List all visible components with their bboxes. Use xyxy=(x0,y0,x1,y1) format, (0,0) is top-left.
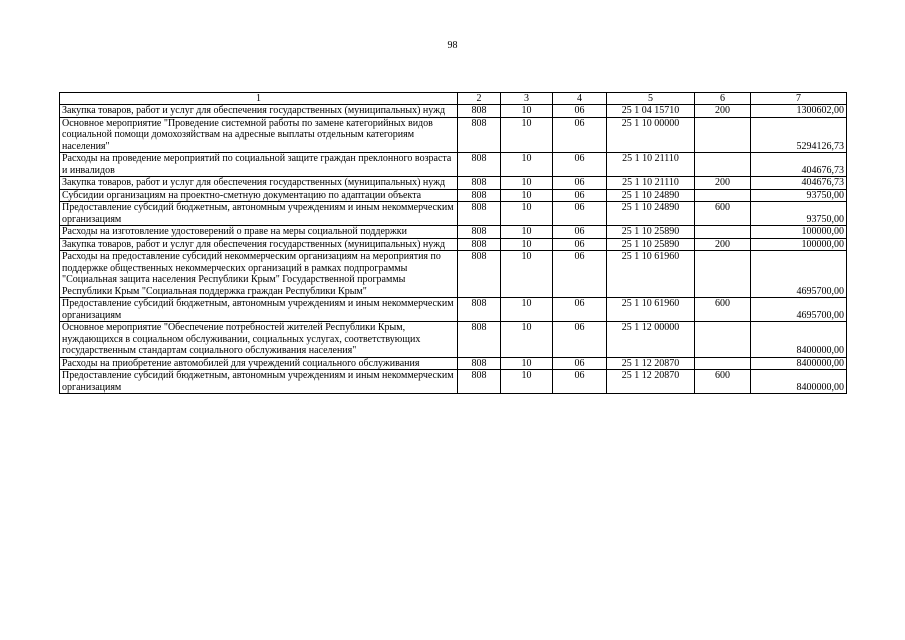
cell-col6: 200 xyxy=(695,177,751,190)
cell-col3: 10 xyxy=(501,298,553,322)
row-name: Субсидии организациям на проектно-сметную документацию по адаптации объекта xyxy=(60,189,458,202)
cell-col6 xyxy=(695,251,751,298)
table-row xyxy=(60,189,847,202)
cell-col5: 25 1 10 25890 xyxy=(607,226,695,239)
row-name: Расходы на предоставление субсидий некоммерческим организациям на мероприятия по поддержке общественных некоммерческих организаций в рамках подпрограммы "Социальная защита населения Республики Крым" Государственной программы Республики Крым "Социальная поддержка граждан Республики Крым" xyxy=(60,251,458,298)
cell-col5: 25 1 12 20870 xyxy=(607,370,695,394)
row-name: Предоставление субсидий бюджетным, автономным учреждениям и иным некоммерческим организациям xyxy=(60,298,458,322)
row-name: Предоставление субсидий бюджетным, автономным учреждениям и иным некоммерческим организациям xyxy=(60,202,458,226)
table-row xyxy=(60,238,847,251)
cell-col3: 10 xyxy=(501,238,553,251)
cell-col3: 10 xyxy=(501,177,553,190)
cell-amount: 100000,00 xyxy=(751,226,847,239)
cell-col6 xyxy=(695,322,751,358)
row-name: Основное мероприятие "Проведение системной работы по замене категорийных видов социальной помощи домохозяйствам на адресные выплаты отдельным категориям населения" xyxy=(60,117,458,153)
budget-table xyxy=(59,92,847,394)
cell-amount: 1300602,00 xyxy=(751,105,847,118)
table-row xyxy=(60,177,847,190)
cell-amount: 8400000,00 xyxy=(751,370,847,394)
cell-col5: 25 1 10 21110 xyxy=(607,177,695,190)
cell-amount: 4695700,00 xyxy=(751,251,847,298)
cell-col4: 06 xyxy=(553,251,607,298)
cell-col3: 10 xyxy=(501,357,553,370)
cell-col2: 808 xyxy=(458,105,501,118)
cell-amount: 93750,00 xyxy=(751,202,847,226)
row-name: Закупка товаров, работ и услуг для обеспечения государственных (муниципальных) нужд xyxy=(60,238,458,251)
cell-amount: 404676,73 xyxy=(751,177,847,190)
cell-col2: 808 xyxy=(458,202,501,226)
table-row xyxy=(60,153,847,177)
cell-amount: 5294126,73 xyxy=(751,117,847,153)
cell-col4: 06 xyxy=(553,105,607,118)
table-row xyxy=(60,370,847,394)
cell-col5: 25 1 10 24890 xyxy=(607,189,695,202)
cell-col2: 808 xyxy=(458,238,501,251)
table-row xyxy=(60,251,847,298)
cell-col6: 200 xyxy=(695,238,751,251)
column-header: 3 xyxy=(501,93,553,105)
column-header: 1 xyxy=(60,93,458,105)
cell-col3: 10 xyxy=(501,189,553,202)
table-row xyxy=(60,226,847,239)
cell-amount: 8400000,00 xyxy=(751,357,847,370)
cell-col2: 808 xyxy=(458,153,501,177)
cell-col6 xyxy=(695,117,751,153)
cell-col2: 808 xyxy=(458,322,501,358)
cell-col5: 25 1 12 00000 xyxy=(607,322,695,358)
row-name: Расходы на изготовление удостоверений о праве на меры социальной поддержки xyxy=(60,226,458,239)
cell-col6 xyxy=(695,357,751,370)
cell-col3: 10 xyxy=(501,226,553,239)
cell-col4: 06 xyxy=(553,202,607,226)
column-header: 6 xyxy=(695,93,751,105)
cell-amount: 4695700,00 xyxy=(751,298,847,322)
cell-amount: 100000,00 xyxy=(751,238,847,251)
cell-col5: 25 1 10 61960 xyxy=(607,298,695,322)
cell-col2: 808 xyxy=(458,357,501,370)
column-header: 2 xyxy=(458,93,501,105)
cell-col5: 25 1 10 61960 xyxy=(607,251,695,298)
cell-col6: 600 xyxy=(695,370,751,394)
cell-col6 xyxy=(695,226,751,239)
cell-col3: 10 xyxy=(501,370,553,394)
table-row xyxy=(60,298,847,322)
cell-col5: 25 1 10 25890 xyxy=(607,238,695,251)
cell-amount: 8400000,00 xyxy=(751,322,847,358)
cell-col4: 06 xyxy=(553,238,607,251)
cell-col3: 10 xyxy=(501,153,553,177)
cell-col6: 600 xyxy=(695,298,751,322)
table-row xyxy=(60,202,847,226)
row-name: Расходы на проведение мероприятий по социальной защите граждан преклонного возраста и инвалидов xyxy=(60,153,458,177)
header-row xyxy=(60,93,847,105)
column-header: 5 xyxy=(607,93,695,105)
row-name: Основное мероприятие "Обеспечение потребностей жителей Республики Крым, нуждающихся в социальном обслуживании, социальных услугах, соответствующих государственным стандартам социального обслуживания населения" xyxy=(60,322,458,358)
row-name: Закупка товаров, работ и услуг для обеспечения государственных (муниципальных) нужд xyxy=(60,177,458,190)
table-row xyxy=(60,117,847,153)
cell-col5: 25 1 10 24890 xyxy=(607,202,695,226)
cell-col4: 06 xyxy=(553,298,607,322)
row-name: Расходы на приобретение автомобилей для учреждений социального обслуживания xyxy=(60,357,458,370)
cell-col5: 25 1 10 00000 xyxy=(607,117,695,153)
cell-col4: 06 xyxy=(553,322,607,358)
cell-col3: 10 xyxy=(501,322,553,358)
cell-amount: 404676,73 xyxy=(751,153,847,177)
cell-col6 xyxy=(695,189,751,202)
cell-col3: 10 xyxy=(501,202,553,226)
cell-col2: 808 xyxy=(458,189,501,202)
cell-col5: 25 1 04 15710 xyxy=(607,105,695,118)
cell-col5: 25 1 10 21110 xyxy=(607,153,695,177)
page-number: 98 xyxy=(447,40,458,51)
table-row xyxy=(60,105,847,118)
table-row xyxy=(60,322,847,358)
cell-col2: 808 xyxy=(458,251,501,298)
cell-col4: 06 xyxy=(553,153,607,177)
column-header: 7 xyxy=(751,93,847,105)
column-header: 4 xyxy=(553,93,607,105)
cell-col2: 808 xyxy=(458,177,501,190)
row-name: Закупка товаров, работ и услуг для обеспечения государственных (муниципальных) нужд xyxy=(60,105,458,118)
cell-col2: 808 xyxy=(458,226,501,239)
cell-col2: 808 xyxy=(458,370,501,394)
cell-col3: 10 xyxy=(501,117,553,153)
cell-col4: 06 xyxy=(553,226,607,239)
cell-col4: 06 xyxy=(553,189,607,202)
cell-col2: 808 xyxy=(458,117,501,153)
cell-col5: 25 1 12 20870 xyxy=(607,357,695,370)
cell-col4: 06 xyxy=(553,357,607,370)
cell-col6: 200 xyxy=(695,105,751,118)
cell-col4: 06 xyxy=(553,117,607,153)
cell-col2: 808 xyxy=(458,298,501,322)
cell-col6: 600 xyxy=(695,202,751,226)
cell-col4: 06 xyxy=(553,177,607,190)
row-name: Предоставление субсидий бюджетным, автономным учреждениям и иным некоммерческим организациям xyxy=(60,370,458,394)
cell-col3: 10 xyxy=(501,105,553,118)
cell-amount: 93750,00 xyxy=(751,189,847,202)
cell-col6 xyxy=(695,153,751,177)
cell-col4: 06 xyxy=(553,370,607,394)
table-row xyxy=(60,357,847,370)
cell-col3: 10 xyxy=(501,251,553,298)
